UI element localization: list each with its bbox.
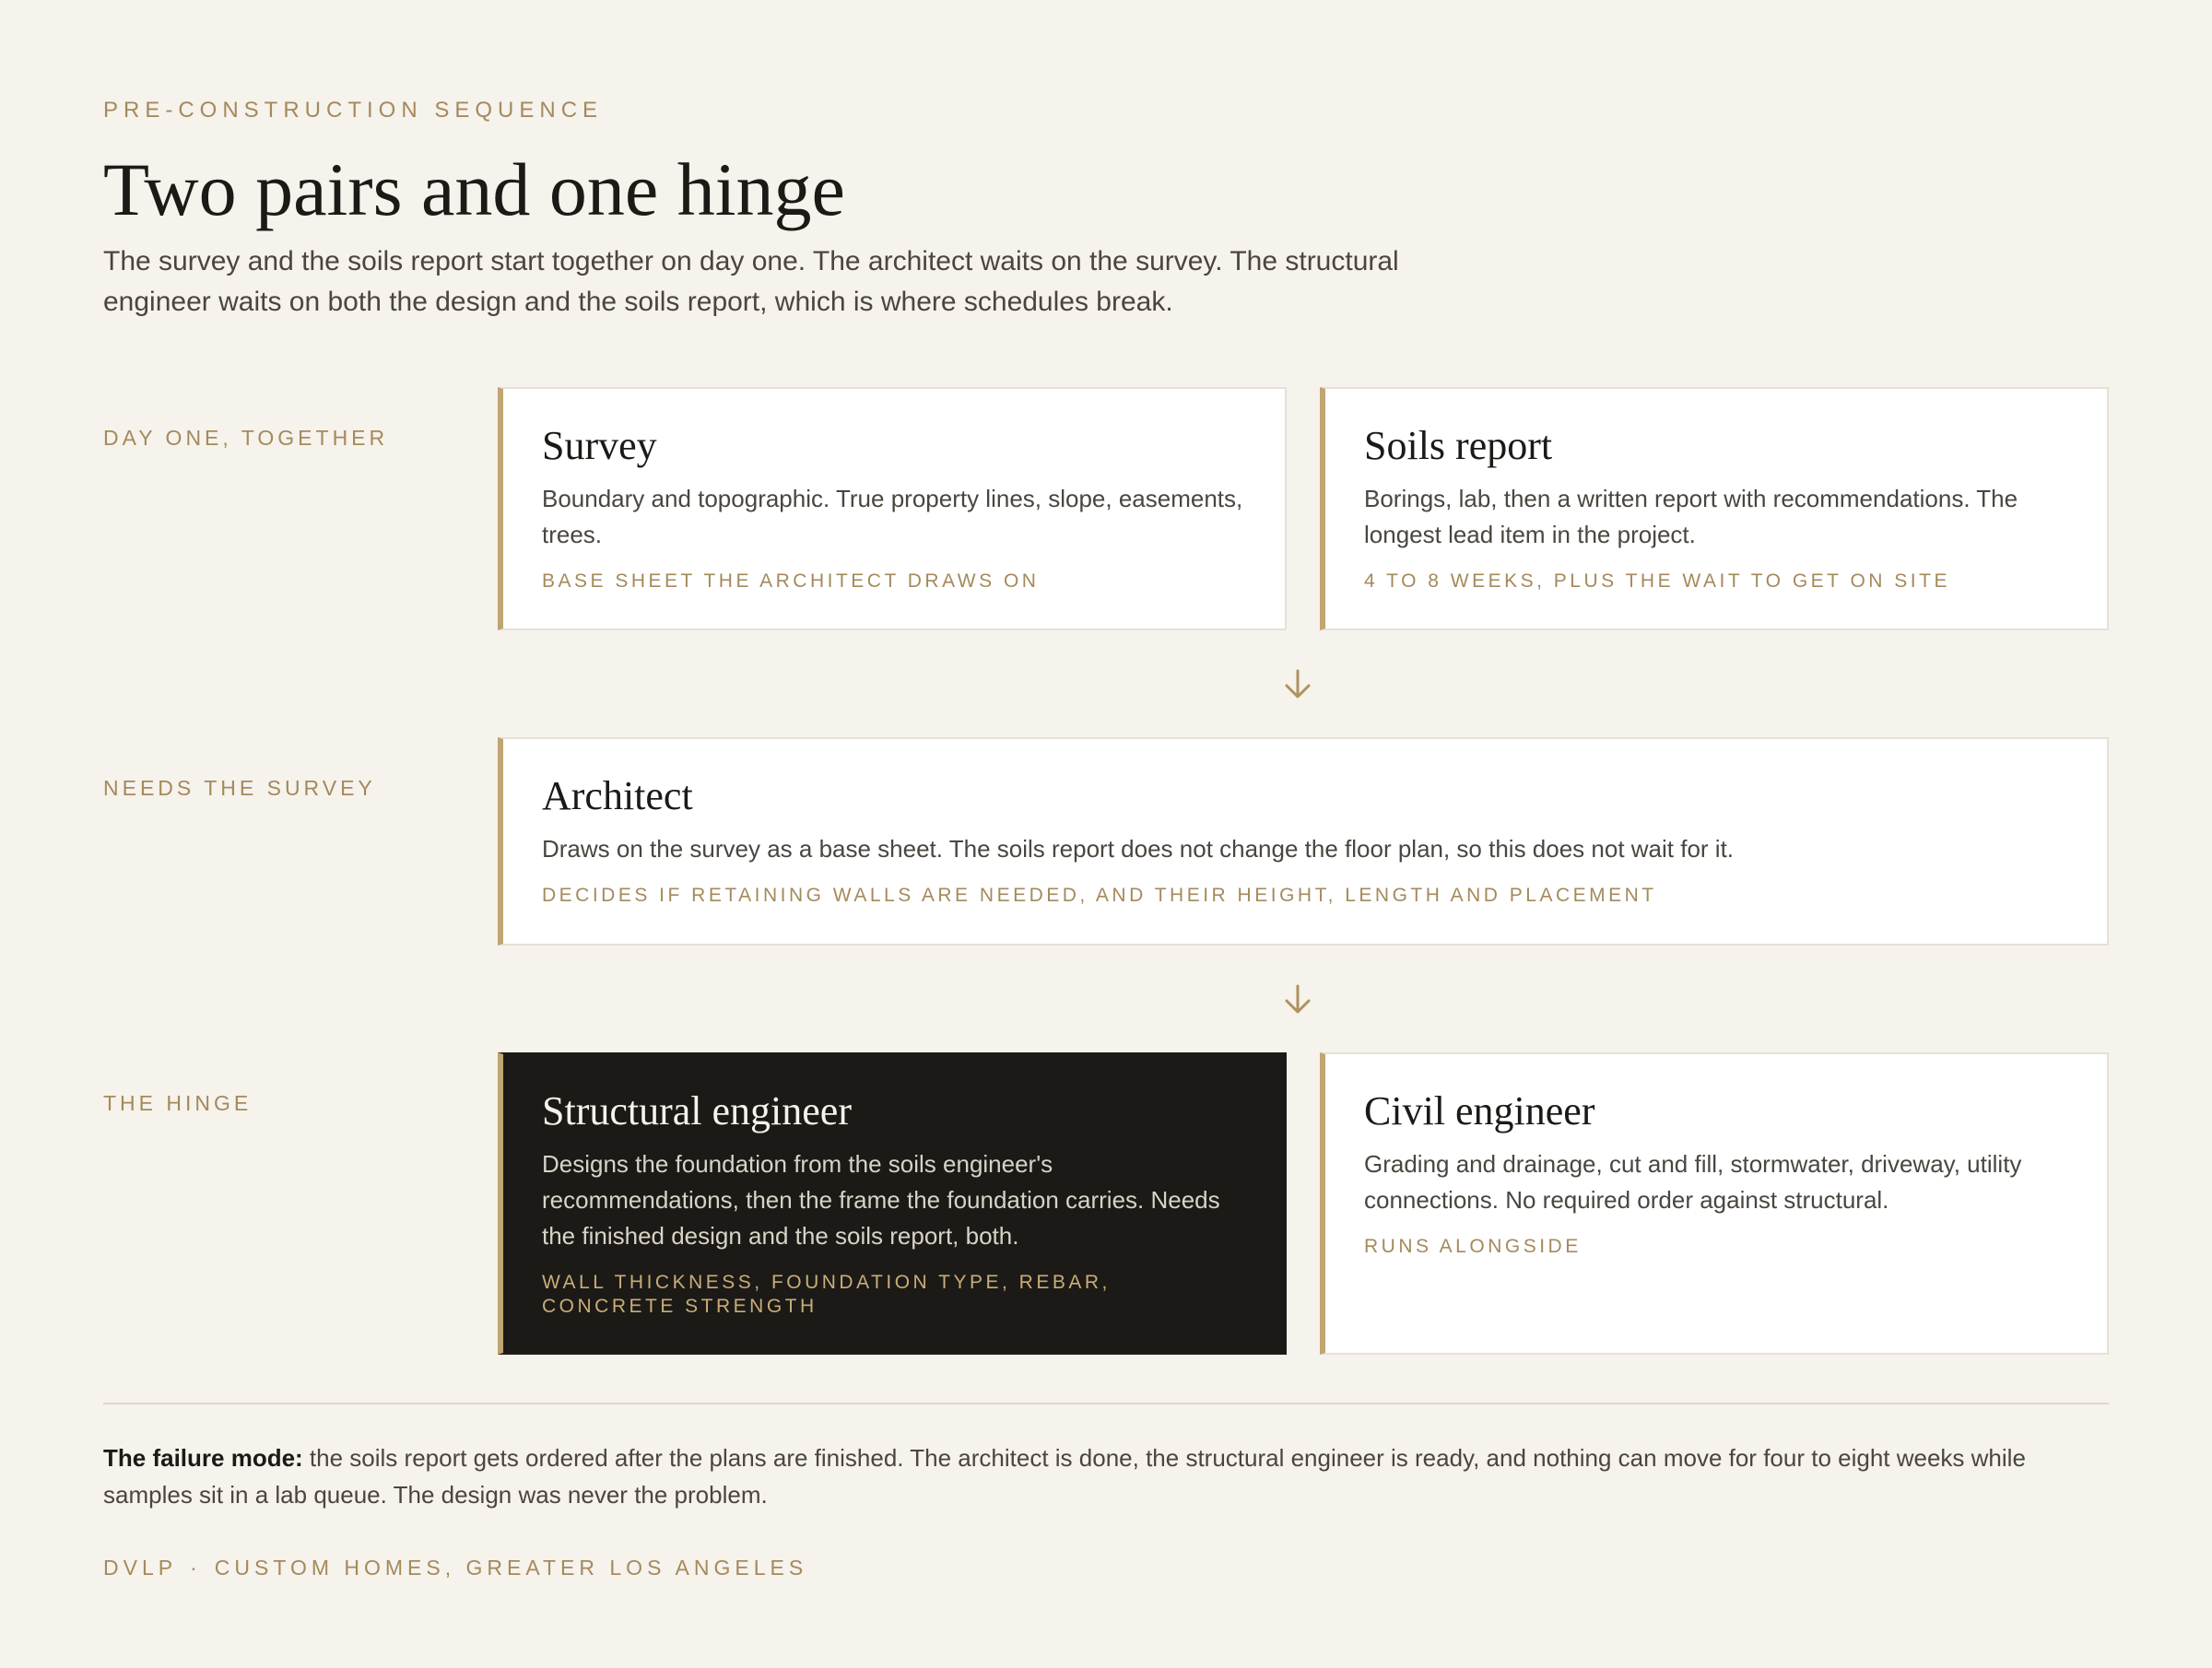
card-title: Architect [542, 773, 693, 818]
row-label-needs-survey: NEEDS THE SURVEY [103, 776, 376, 800]
footer [103, 1556, 807, 1580]
failure-mode-label: The failure mode: [103, 1444, 303, 1472]
eyebrow: PRE-CONSTRUCTION SEQUENCE [103, 98, 604, 123]
row-label-day-one: DAY ONE, TOGETHER [103, 426, 389, 450]
card-architect [498, 737, 2109, 946]
card-body: Grading and drainage, cut and fill, stormwater, driveway, utility connections. No required order against structural. [1364, 1150, 2022, 1214]
card-note: RUNS ALONGSIDE [1364, 1236, 1582, 1257]
card-title: Soils report [1364, 423, 1553, 468]
card-note: DECIDES IF RETAINING WALLS ARE NEEDED, AND THEIR HEIGHT, LENGTH AND PLACEMENT [542, 885, 1657, 906]
card-civil-engineer [1320, 1052, 2109, 1355]
card-body: Boundary and topographic. True property lines, slope, easements, trees. [542, 485, 1243, 548]
card-structural-engineer [498, 1052, 1287, 1355]
card-body: Designs the foundation from the soils engineer's recommendations, then the frame the foundation carries. Needs the finished design and the soils report, both. [542, 1150, 1220, 1250]
card-note: WALL THICKNESS, FOUNDATION TYPE, REBAR, CONCRETE STRENGTH [542, 1272, 1111, 1317]
card-body: Draws on the survey as a base sheet. The soils report does not change the floor plan, so this does not wait for it. [542, 835, 1735, 863]
row-label-hinge: THE HINGE [103, 1091, 253, 1115]
arrow-down-icon [1281, 982, 1314, 1016]
card-body: Borings, lab, then a written report with recommendations. The longest lead item in the project. [1364, 485, 2018, 548]
page-title: Two pairs and one hinge [103, 147, 845, 231]
divider [103, 1403, 2109, 1404]
footer-brand: DVLP [103, 1556, 178, 1580]
intro-text: The survey and the soils report start together on day one. The architect waits on the survey. The structural engineer waits on both the design and the soils report, which is where schedules break. [103, 246, 1399, 317]
card-title: Survey [542, 423, 657, 468]
card-survey [498, 387, 1287, 630]
card-note: BASE SHEET THE ARCHITECT DRAWS ON [542, 570, 1040, 592]
failure-mode-note [103, 1439, 2109, 1513]
arrow-down-icon [1281, 667, 1314, 700]
failure-mode-text: the soils report gets ordered after the plans are finished. The architect is done, the structural engineer is ready, and nothing can move for four to eight weeks while samples sit in a lab queue. The design was never the problem. [103, 1444, 2026, 1509]
card-title: Civil engineer [1364, 1088, 1595, 1134]
footer-tagline: CUSTOM HOMES, GREATER LOS ANGELES [214, 1556, 808, 1580]
card-note: 4 TO 8 WEEKS, PLUS THE WAIT TO GET ON SITE [1364, 570, 1950, 592]
card-title: Structural engineer [542, 1088, 852, 1134]
footer-separator: · [190, 1556, 202, 1580]
card-soils-report [1320, 387, 2109, 630]
